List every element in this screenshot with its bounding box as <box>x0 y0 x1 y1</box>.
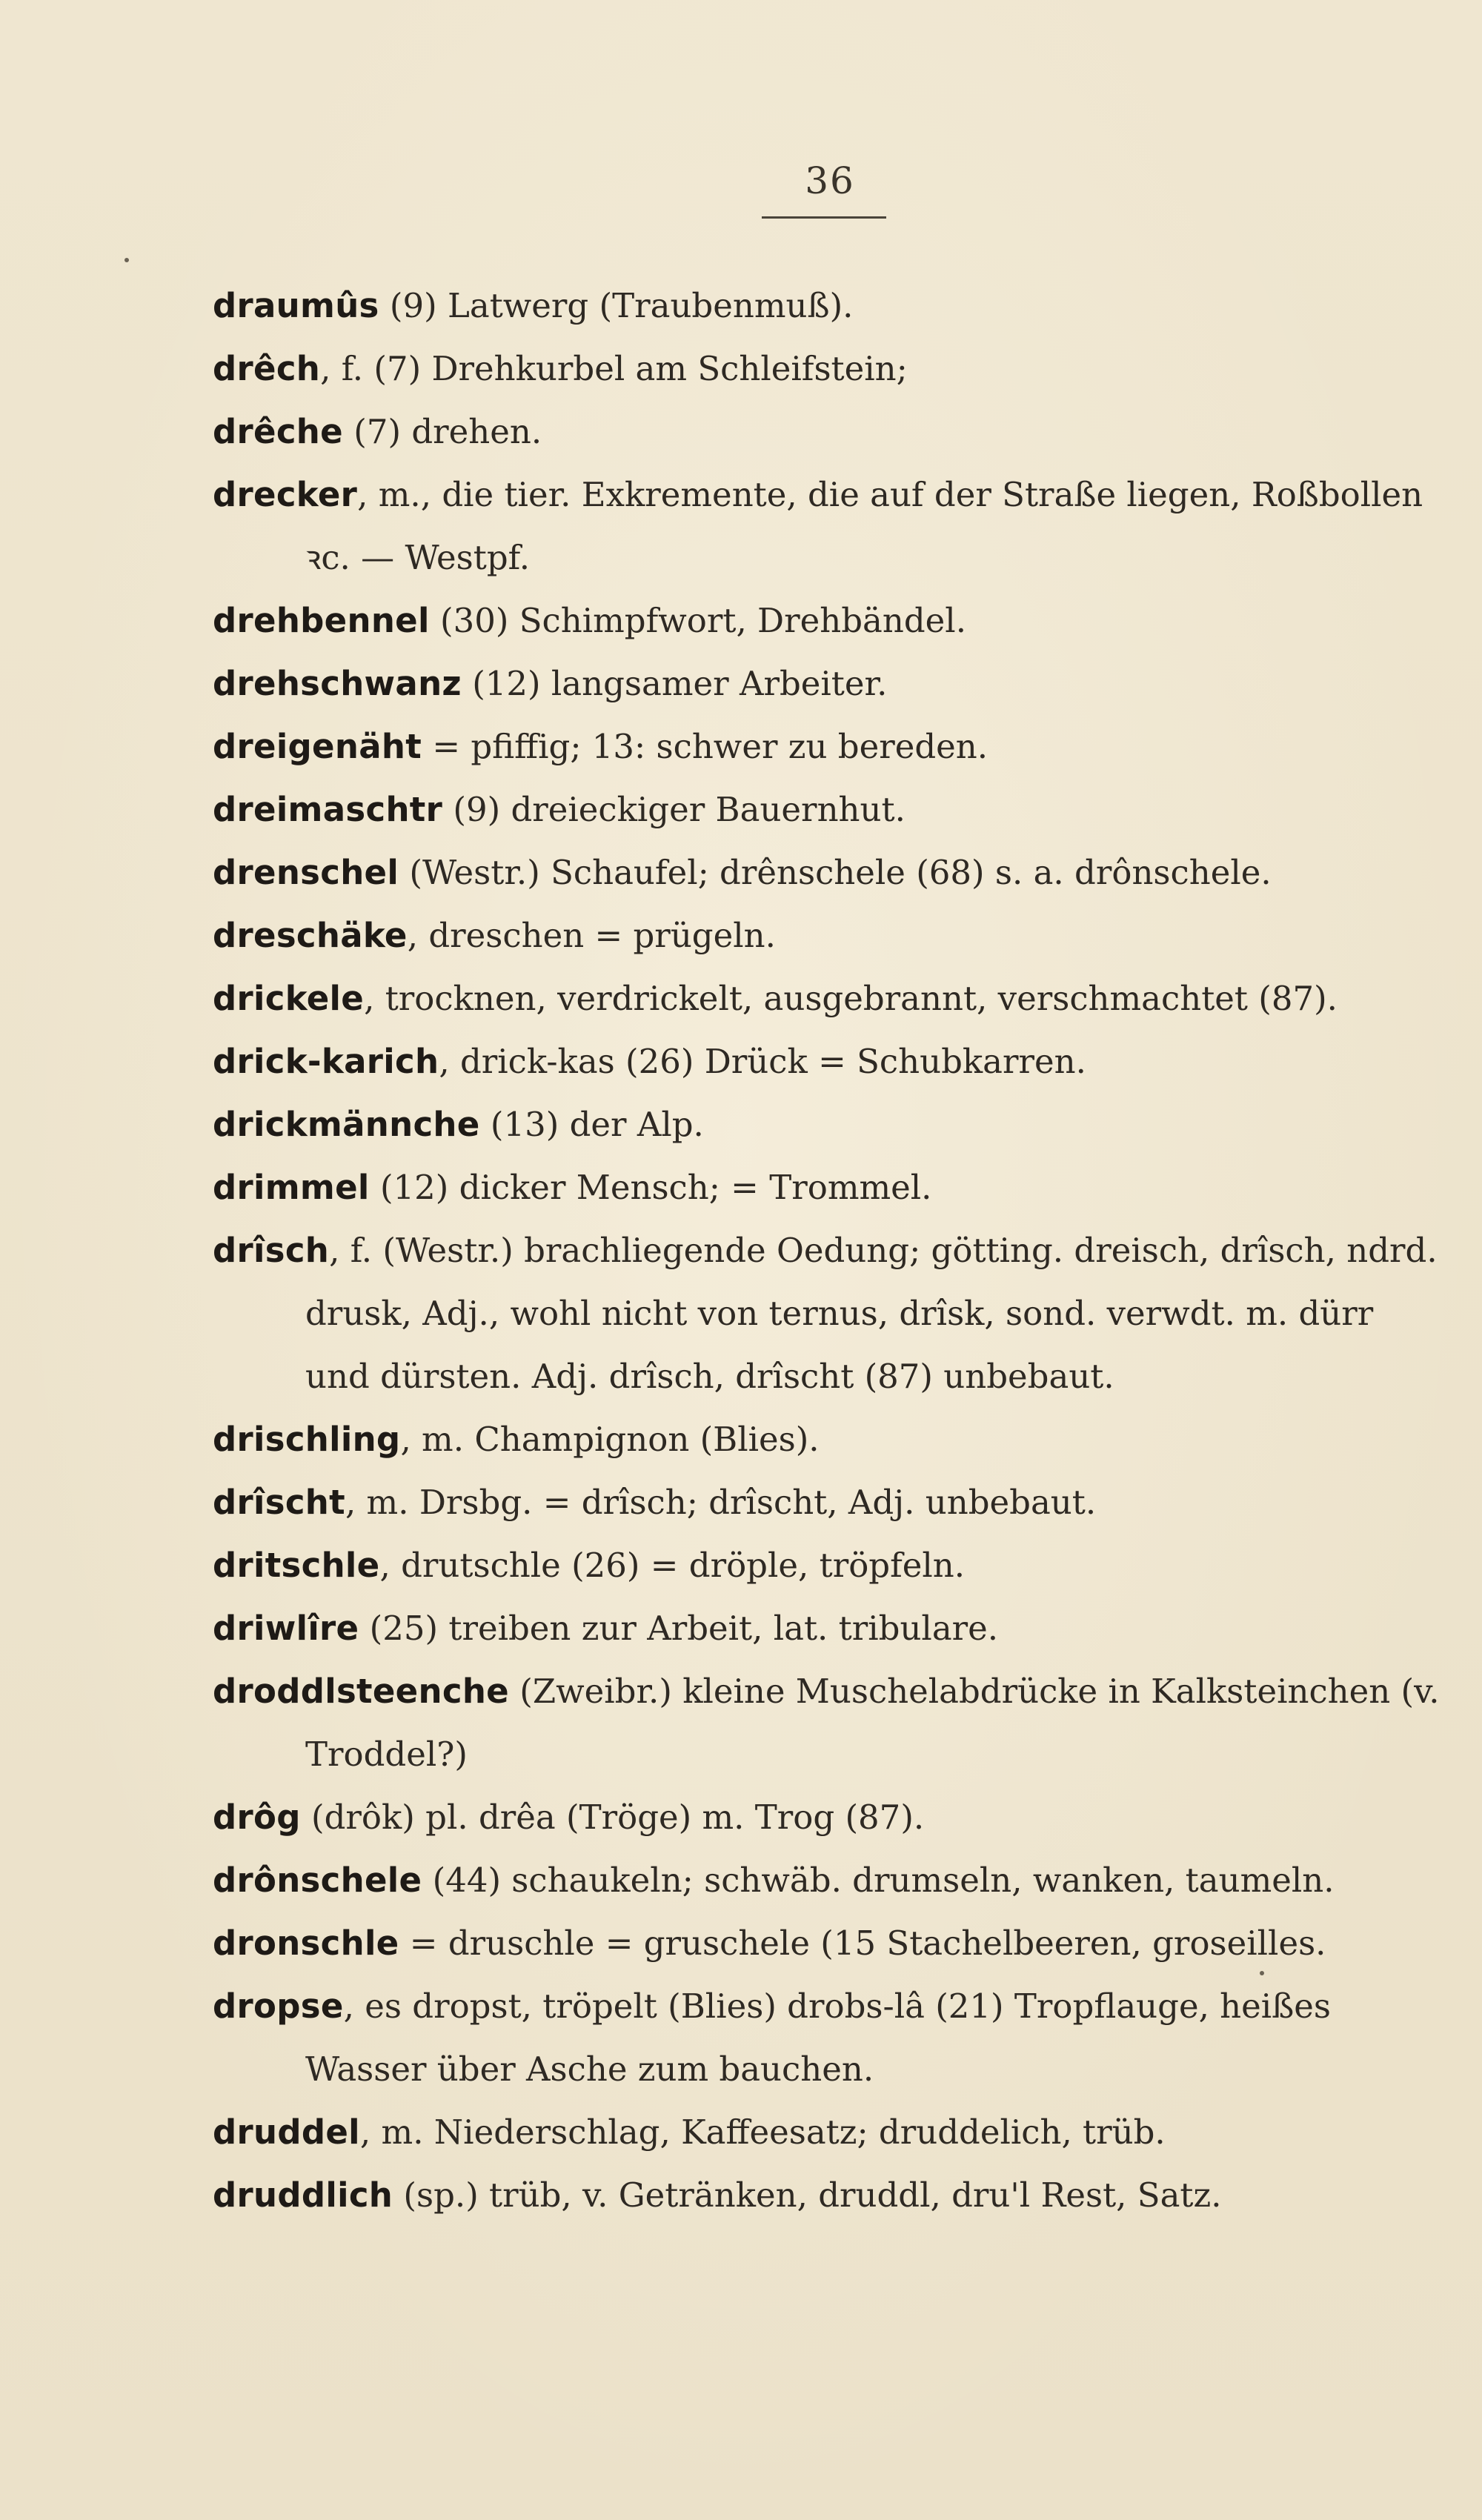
headword: draumûs <box>213 286 379 325</box>
definition: , m. Niederschlag, Kaffeesatz; druddelich, trüb. <box>359 2112 1166 2152</box>
headword: drîsch <box>213 1231 330 1270</box>
page-number-rule <box>762 216 886 219</box>
entry <box>213 1912 1443 1975</box>
headword: drick-karich <box>213 1042 439 1081</box>
entry <box>213 652 1443 715</box>
definition: (12) langsamer Arbeiter. <box>461 664 888 703</box>
entry <box>213 1408 1443 1471</box>
headword: drickele <box>213 979 365 1018</box>
definition: (9) dreieckiger Bauernhut. <box>442 790 906 829</box>
entry <box>213 841 1443 904</box>
headword: drehbennel <box>213 601 430 640</box>
entry <box>213 1093 1443 1156</box>
headword: drehschwanz <box>213 664 462 703</box>
headword: druddel <box>213 2112 360 2152</box>
entry <box>213 715 1443 778</box>
headword: drickmännche <box>213 1105 480 1144</box>
definition: (44) schaukeln; schwäb. drumseln, wanken, taumeln. <box>422 1861 1335 1900</box>
entry <box>213 1030 1443 1093</box>
headword: driwlîre <box>213 1609 359 1648</box>
definition: , dreschen = prügeln. <box>407 916 776 955</box>
headword: dreigenäht <box>213 727 422 766</box>
definition: , m. Drsbg. = drîsch; drîscht, Adj. unbebaut. <box>345 1483 1097 1522</box>
headword: drêch <box>213 349 321 388</box>
definition: (7) drehen. <box>342 412 542 451</box>
entry <box>213 1849 1443 1912</box>
headword: dreschäke <box>213 916 408 955</box>
headword: drischling <box>213 1420 401 1459</box>
entry <box>213 400 1443 463</box>
definition: (sp.) trüb, v. Getränken, druddl, dru'l Rest, Satz. <box>393 2175 1222 2215</box>
definition: = pfiffig; 13: schwer zu bereden. <box>422 727 988 766</box>
entry <box>213 2164 1443 2227</box>
headword: drônschele <box>213 1861 422 1900</box>
entry <box>213 1471 1443 1534</box>
definition: , f. (7) Drehkurbel am Schleifstein; <box>320 349 908 388</box>
entry <box>213 1975 1443 2101</box>
entry <box>213 337 1443 400</box>
headword: drêche <box>213 412 343 451</box>
entry <box>213 589 1443 652</box>
headword: dreimaschtr <box>213 790 443 829</box>
definition: , f. (Westr.) brachliegende Oedung; götting. dreisch, drîsch, ndrd. drusk, Adj., wohl nicht von ternus, drîsk, sond. verwdt. m. dürr und dürsten. Adj. drîsch, drîscht (87) unbebaut. <box>305 1231 1438 1396</box>
headword: drimmel <box>213 1168 370 1207</box>
definition: , drick-kas (26) Drück = Schubkarren. <box>439 1042 1086 1081</box>
definition: (13) der Alp. <box>479 1105 704 1144</box>
definition: (Zweibr.) kleine Muschelabdrücke in Kalksteinchen (v. Troddel?) <box>305 1672 1440 1774</box>
entry <box>213 1534 1443 1597</box>
headword: dritschle <box>213 1546 380 1585</box>
entry <box>213 274 1443 337</box>
definition: (Westr.) Schaufel; drênschele (68) s. a. drônschele. <box>399 853 1272 892</box>
entry <box>213 1597 1443 1660</box>
headword: drecker <box>213 475 358 514</box>
entry <box>213 1219 1443 1408</box>
entry <box>213 1786 1443 1849</box>
definition: , drutschle (26) = dröple, tröpfeln. <box>379 1546 966 1585</box>
headword: drîscht <box>213 1483 345 1522</box>
page-number: 36 <box>805 159 855 202</box>
definition: (9) Latwerg (Traubenmuß). <box>379 286 854 325</box>
definition: (30) Schimpfwort, Drehbändel. <box>429 601 967 640</box>
definition: , m. Champignon (Blies). <box>400 1420 820 1459</box>
headword: dropse <box>213 1987 344 2026</box>
entry <box>213 778 1443 841</box>
dictionary-entries <box>213 274 1443 2227</box>
definition: (12) dicker Mensch; = Trommel. <box>369 1168 932 1207</box>
definition: (25) treiben zur Arbeit, lat. tribulare. <box>359 1609 999 1648</box>
entry <box>213 904 1443 967</box>
entry <box>213 1156 1443 1219</box>
headword: dronschle <box>213 1924 399 1963</box>
definition: , m., die tier. Exkremente, die auf der Straße liegen, Roßbollen ꝛc. — Westpf. <box>305 475 1423 577</box>
headword: drôg <box>213 1798 301 1837</box>
headword: droddlsteenche <box>213 1672 509 1711</box>
entry <box>213 2101 1443 2164</box>
headword: drenschel <box>213 853 399 892</box>
definition: , trocknen, verdrickelt, ausgebrannt, verschmachtet (87). <box>364 979 1338 1018</box>
definition: = druschle = gruschele (15 Stachelbeeren, groseilles. <box>399 1924 1326 1963</box>
definition: (drôk) pl. drêa (Tröge) m. Trog (87). <box>300 1798 925 1837</box>
entry <box>213 1660 1443 1786</box>
headword: druddlich <box>213 2175 393 2215</box>
print-speck <box>124 258 129 262</box>
definition: , es dropst, tröpelt (Blies) drobs-lâ (21) Tropflauge, heißes Wasser über Asche zum bauchen. <box>305 1987 1331 2089</box>
entry <box>213 463 1443 589</box>
entry <box>213 967 1443 1030</box>
